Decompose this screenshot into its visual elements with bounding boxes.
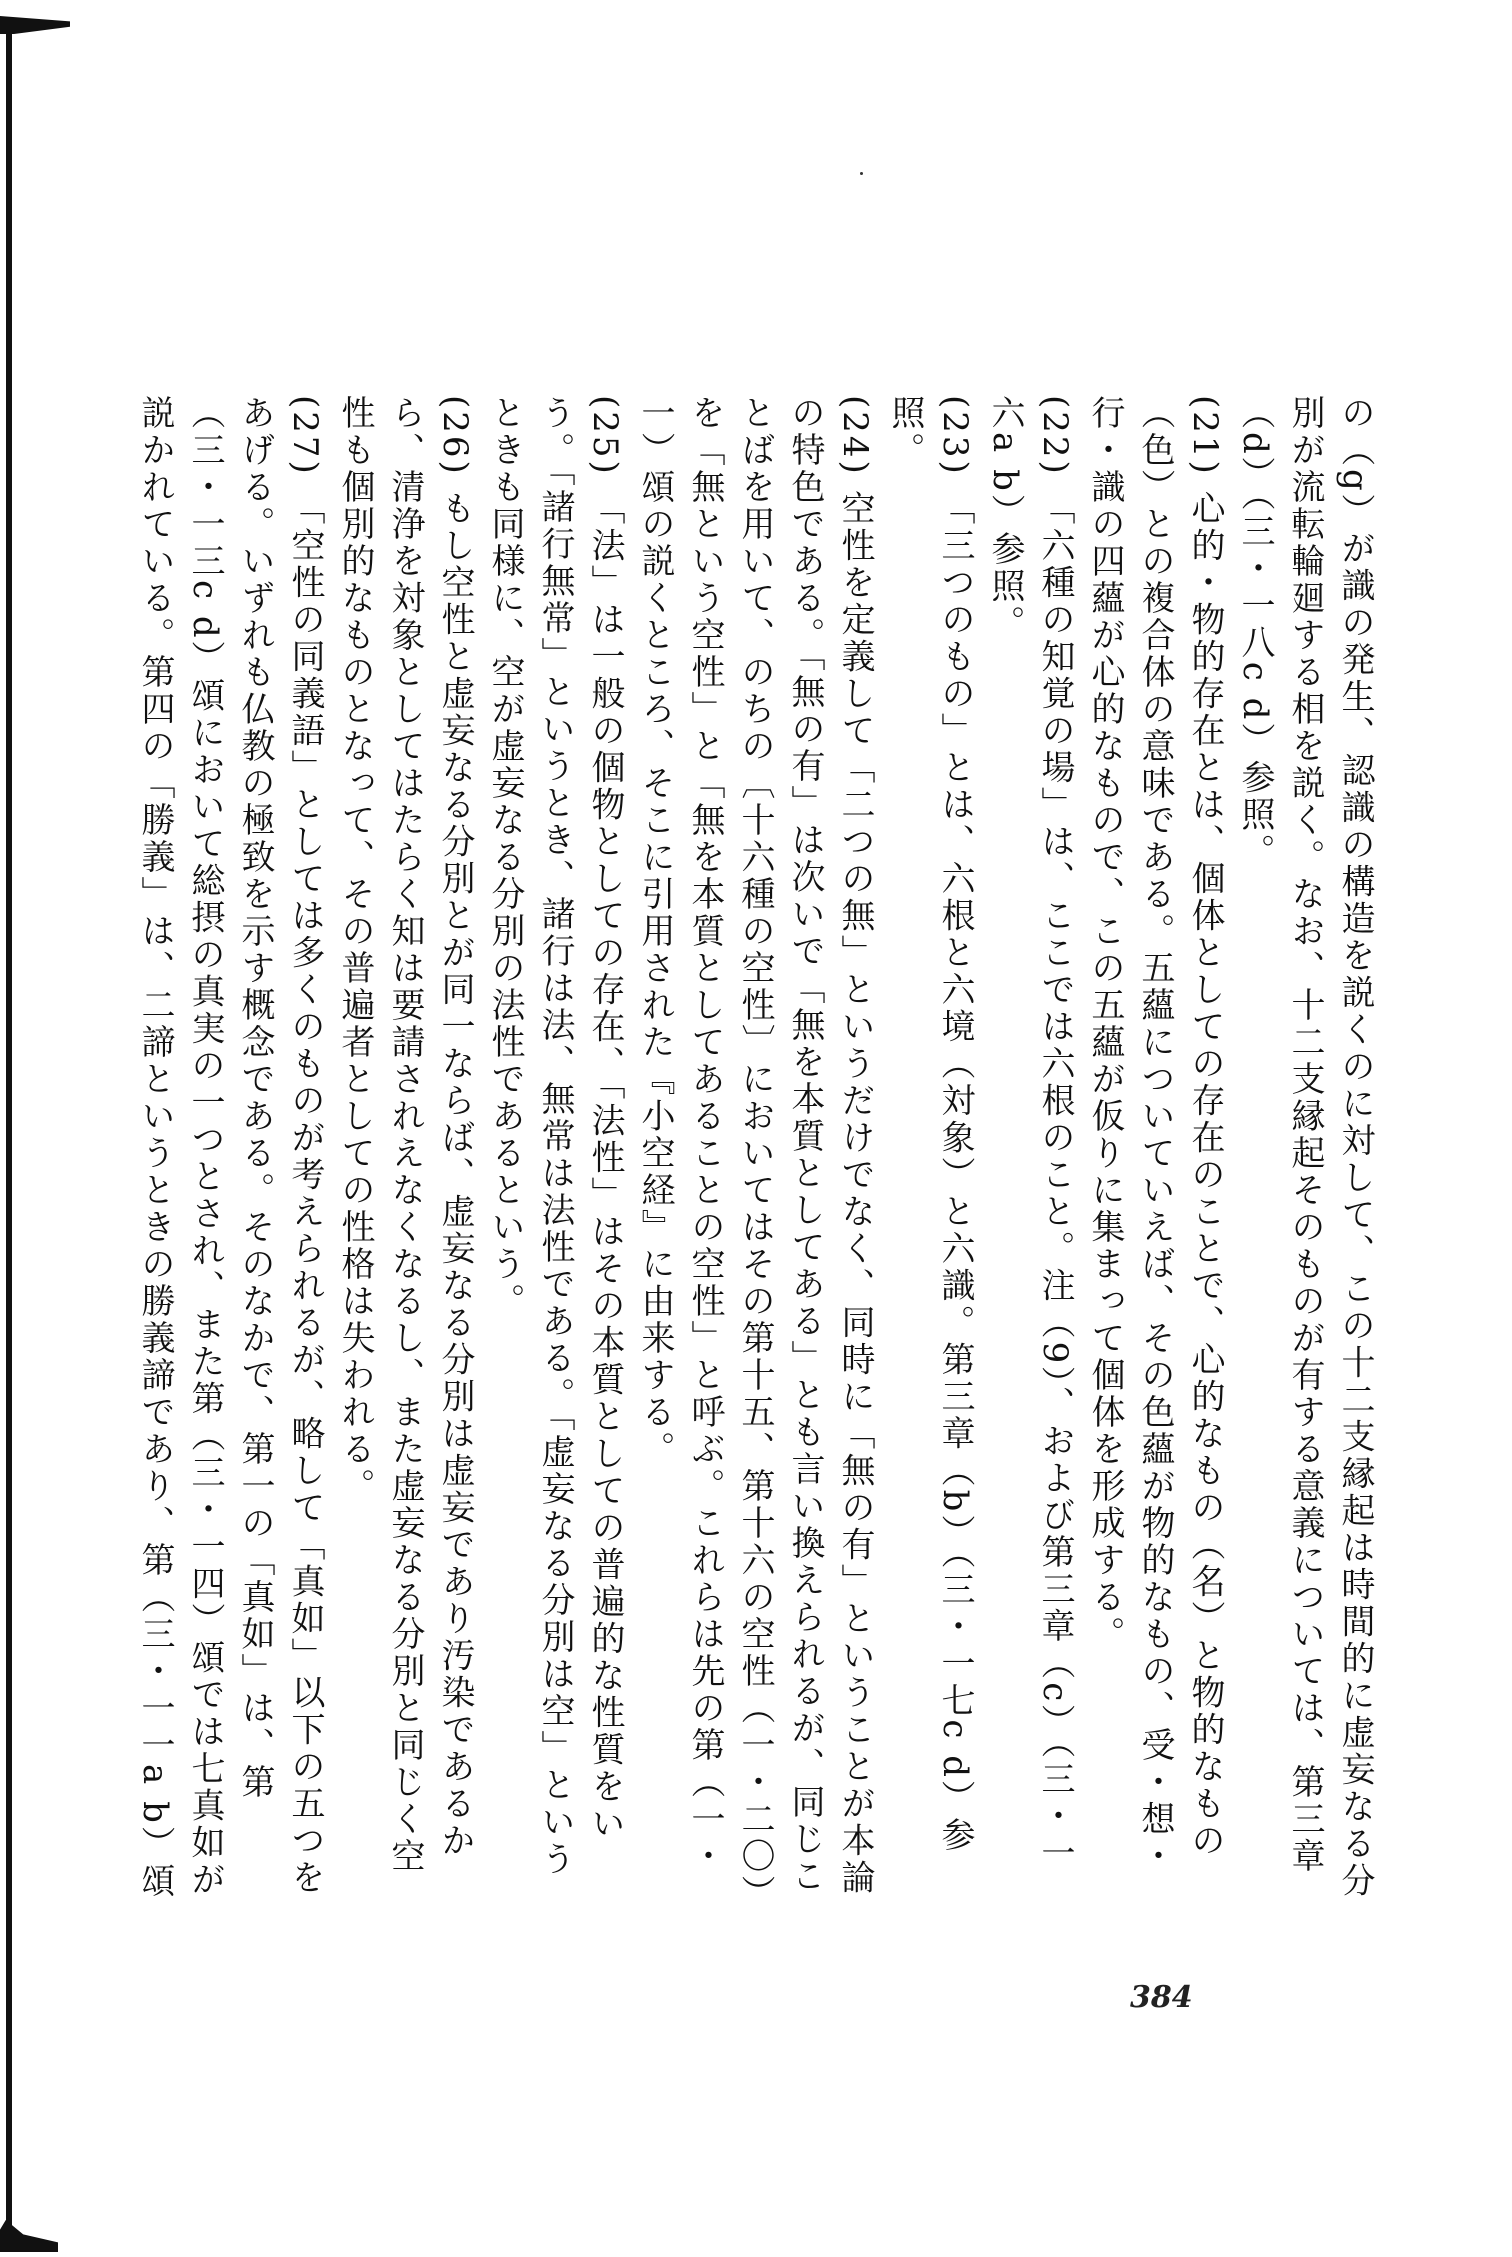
note-22	[980, 395, 1080, 1905]
note-number: (25)	[585, 395, 625, 477]
note-text: 心的・物的存在とは、個体としての存在のことで、心的なもの（名）と物的なもの（色）との複合体の意味である。五蘊についていえば、その色蘊が物的なもの、受・想・行・識の四蘊が心的なもので、この五蘊が仮りに集まって個体を形成する。	[1085, 395, 1225, 1875]
page-number: 384	[1130, 1980, 1193, 2015]
note-number: (24)	[835, 395, 875, 477]
note-26	[330, 395, 480, 1905]
note-24	[630, 395, 880, 1905]
binding-rule	[6, 22, 12, 2232]
notes-text-block	[135, 395, 1380, 1905]
scan-corner-mark-bottom	[0, 2220, 58, 2252]
note-text: 「空性の同義語」としては多くのものが考えられるが、略して「真如」以下の五つをあげる。いずれも仏教の極致を示す概念である。そのなかで、第一の「真如」は、第（三・一三c d）頌において総摂の真実の一つとされ、また第（三・一四）頌では七真如が説かれている。第四の「勝義」は、二諦というときの勝義諦であり、第（三・一一a b）頌	[135, 395, 325, 1900]
note-number: (21)	[1185, 395, 1225, 477]
note-text: 「法」は一般の個物としての存在、「法性」はその本質としての普遍的な性質をいう。「諸行無常」というとき、諸行は法、無常は法性である。「虚妄なる分別は空」というときも同様に、空が虚妄なる分別の法性であるという。	[485, 395, 625, 1878]
note-number: (26)	[435, 395, 475, 477]
note-number: (23)	[935, 395, 975, 477]
note-text: 「三つのもの」とは、六根と六境（対象）と六識。第三章（b）（三・一七c d）参照。	[885, 395, 975, 1854]
note-21	[1080, 395, 1230, 1905]
note-text: 「六種の知覚の場」は、ここでは六根のこと。注（9）、および第三章（c）（三・一六a b）参照。	[985, 395, 1075, 1873]
note-continuation	[1230, 395, 1380, 1905]
note-number: (22)	[1035, 395, 1075, 477]
note-number: (27)	[285, 395, 325, 477]
scan-corner-mark-top	[0, 16, 70, 34]
scan-speck	[860, 172, 863, 175]
note-text: 空性を定義して「二つの無」というだけでなく、同時に「無の有」ということが本論の特色である。「無の有」は次いで「無を本質としてある」とも言い換えられるが、同じことばを用いて、のちの〔十六種の空性〕においてはその第十五、第十六の空性（一・二〇）を「無という空性」と「無を本質としてあることの空性」と呼ぶ。これらは先の第（一・一）頌の説くところ、そこに引用された『小空経』に由来する。	[635, 395, 875, 1897]
note-text: もし空性と虚妄なる分別とが同一ならば、虚妄なる分別は虚妄であり汚染であるから、清浄を対象としてはたらく知は要請されえなくなるし、また虚妄なる分別と同じく空性も個別的なものとなって、その普遍者としての性格は失われる。	[335, 395, 475, 1875]
note-23	[880, 395, 980, 1905]
note-text: の（g）が識の発生、認識の構造を説くのに対して、この十二支縁起は時間的に虚妄なる分別が流転輪廻する相を説く。なお、十二支縁起そのものが有する意義については、第三章（d）（三・一八c d）参照。	[1235, 395, 1375, 1900]
note-27	[130, 395, 330, 1905]
note-25	[480, 395, 630, 1905]
